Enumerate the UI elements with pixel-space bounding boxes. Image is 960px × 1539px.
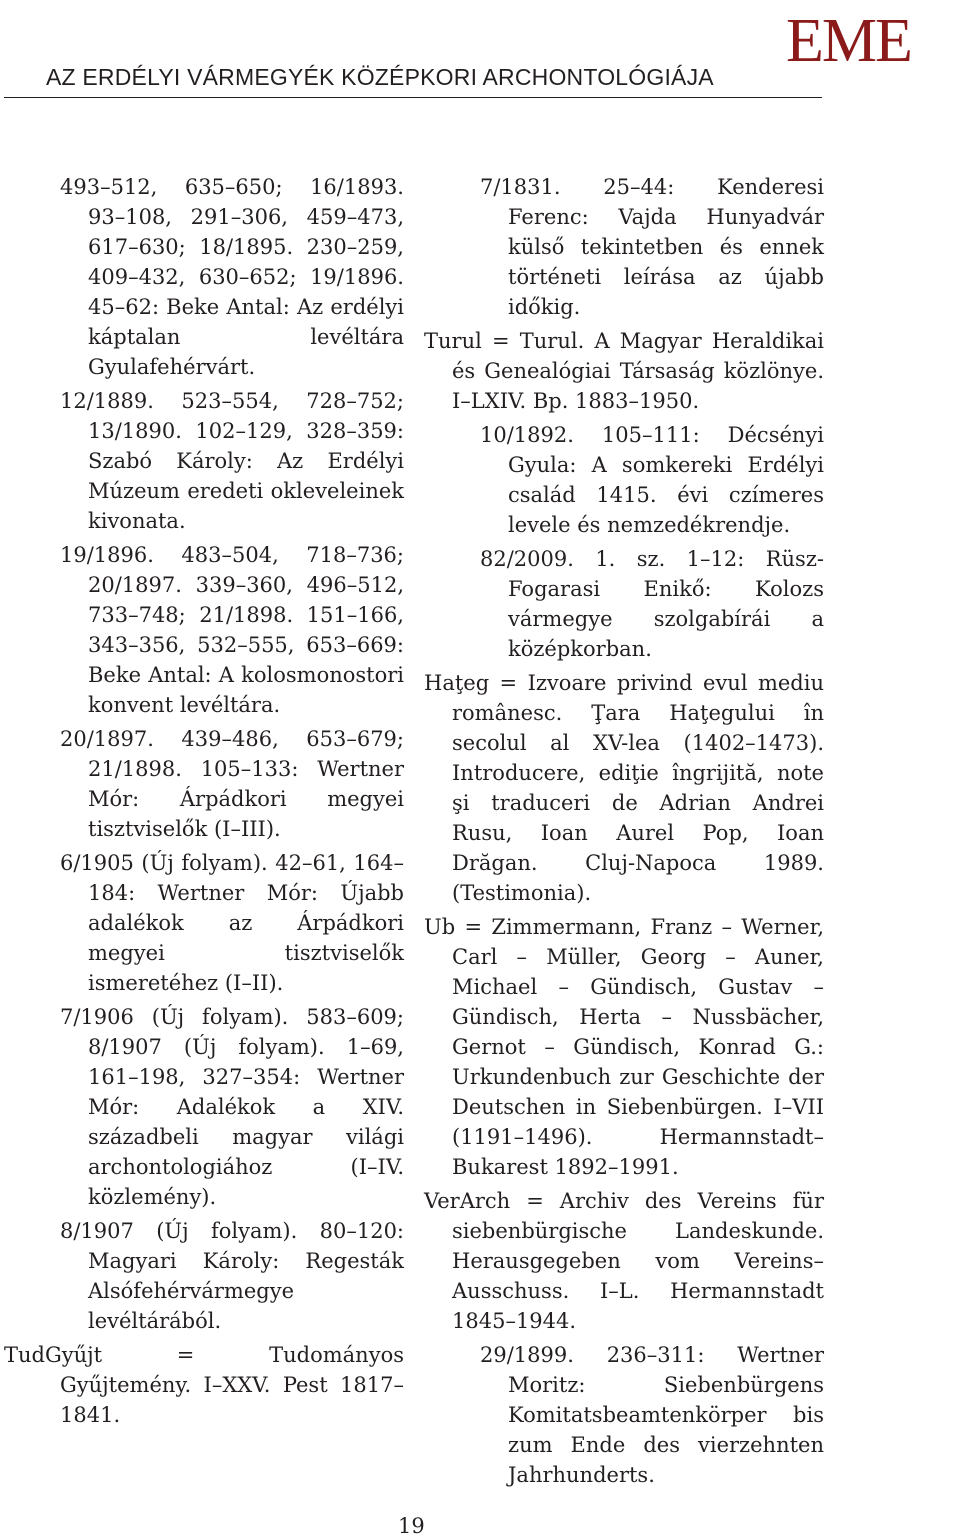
- bibliography-subentry: 29/1899. 236–311: Wertner Moritz: Siebenbürgens Komitatsbeamtenkörper bis zum Ende des vierzehnten Jahrhunderts.: [480, 1343, 824, 1487]
- bibliography-subentry: 12/1889. 523–554, 728–752; 13/1890. 102–129, 328–359: Szabó Károly: Az Erdélyi Múzeum eredeti okleveleinek kivonata.: [60, 389, 404, 533]
- bibliography-subentry: 20/1897. 439–486, 653–679; 21/1898. 105–133: Wertner Mór: Árpádkori megyei tisztviselők (I–III).: [60, 727, 404, 841]
- bibliography-entry: Ub = Zimmermann, Franz – Werner, Carl – Müller, Georg – Auner, Michael – Gündisch, Gustav – Gündisch, Herta – Nussbächer, Gernot – Gündisch, Konrad G.: Urkundenbuch zur Geschichte der Deutschen in Siebenbürgen. I–VII (1191–1496). Hermannstadt–Bukarest 1892–1991.: [424, 915, 824, 1179]
- header-divider: [4, 97, 822, 98]
- bibliography-subentry: 10/1892. 105–111: Décsényi Gyula: A somkereki Erdélyi család 1415. évi czímeres levele és nemzedékrendje.: [480, 423, 824, 537]
- right-column: [424, 172, 824, 1490]
- bibliography-subentry: 19/1896. 483–504, 718–736; 20/1897. 339–360, 496–512, 733–748; 21/1898. 151–166, 343–356, 532–555, 653–669: Beke Antal: A kolosmonostori konvent levéltára.: [60, 543, 404, 717]
- bibliography-subentry: 6/1905 (Új folyam). 42–61, 164–184: Wertner Mór: Újabb adalékok az Árpádkori megyei tisztviselők ismeretéhez (I–II).: [60, 851, 404, 995]
- bibliography-subentry: 493–512, 635–650; 16/1893. 93–108, 291–306, 459–473, 617–630; 18/1895. 230–259, 409–432, 630–652; 19/1896. 45–62: Beke Antal: Az erdélyi káptalan levéltára Gyulafehérvárt.: [60, 175, 404, 379]
- page-number: 19: [398, 1514, 425, 1538]
- bibliography-entry: TudGyűjt = Tudományos Gyűjtemény. I–XXV. Pest 1817–1841.: [4, 1343, 404, 1427]
- eme-logo: EME: [786, 7, 911, 75]
- bibliography-entry: Haţeg = Izvoare privind evul mediu românesc. Ţara Haţegului în secolul al XV-lea (1402–1473). Introducere, ediţie îngrijită, note şi traduceri de Adrian Andrei Rusu, Ioan Aurel Pop, Ioan Drăgan. Cluj-Napoca 1989. (Testimonia).: [424, 671, 824, 905]
- bibliography-subentry: 8/1907 (Új folyam). 80–120: Magyari Károly: Regesták Alsófehérvármegye levéltárából.: [60, 1219, 404, 1333]
- bibliography-subentry: 7/1906 (Új folyam). 583–609; 8/1907 (Új folyam). 1–69, 161–198, 327–354: Wertner Mór: Adalékok a XIV. századbeli magyar világi archontologiához (I–IV. közlemény).: [60, 1005, 404, 1209]
- bibliography-entry: Turul = Turul. A Magyar Heraldikai és Genealógiai Társaság közlönye. I–LXIV. Bp. 1883–1950.: [424, 329, 824, 413]
- bibliography-subentry: 82/2009. 1. sz. 1–12: Rüsz-Fogarasi Enikő: Kolozs vármegye szolgabírái a középkorban.: [480, 547, 824, 661]
- left-column: [4, 172, 404, 1430]
- bibliography-subentry: 7/1831. 25–44: Kenderesi Ferenc: Vajda Hunyadvár külső tekintetben és ennek történeti leírása az újabb időkig.: [480, 175, 824, 319]
- bibliography-entry: VerArch = Archiv des Vereins für siebenbürgische Landeskunde. Herausgegeben vom Vereins–Ausschuss. I–L. Hermannstadt 1845–1944.: [424, 1189, 824, 1333]
- running-header-title: AZ ERDÉLYI VÁRMEGYÉK KÖZÉPKORI ARCHONTOLÓGIÁJA: [46, 64, 714, 90]
